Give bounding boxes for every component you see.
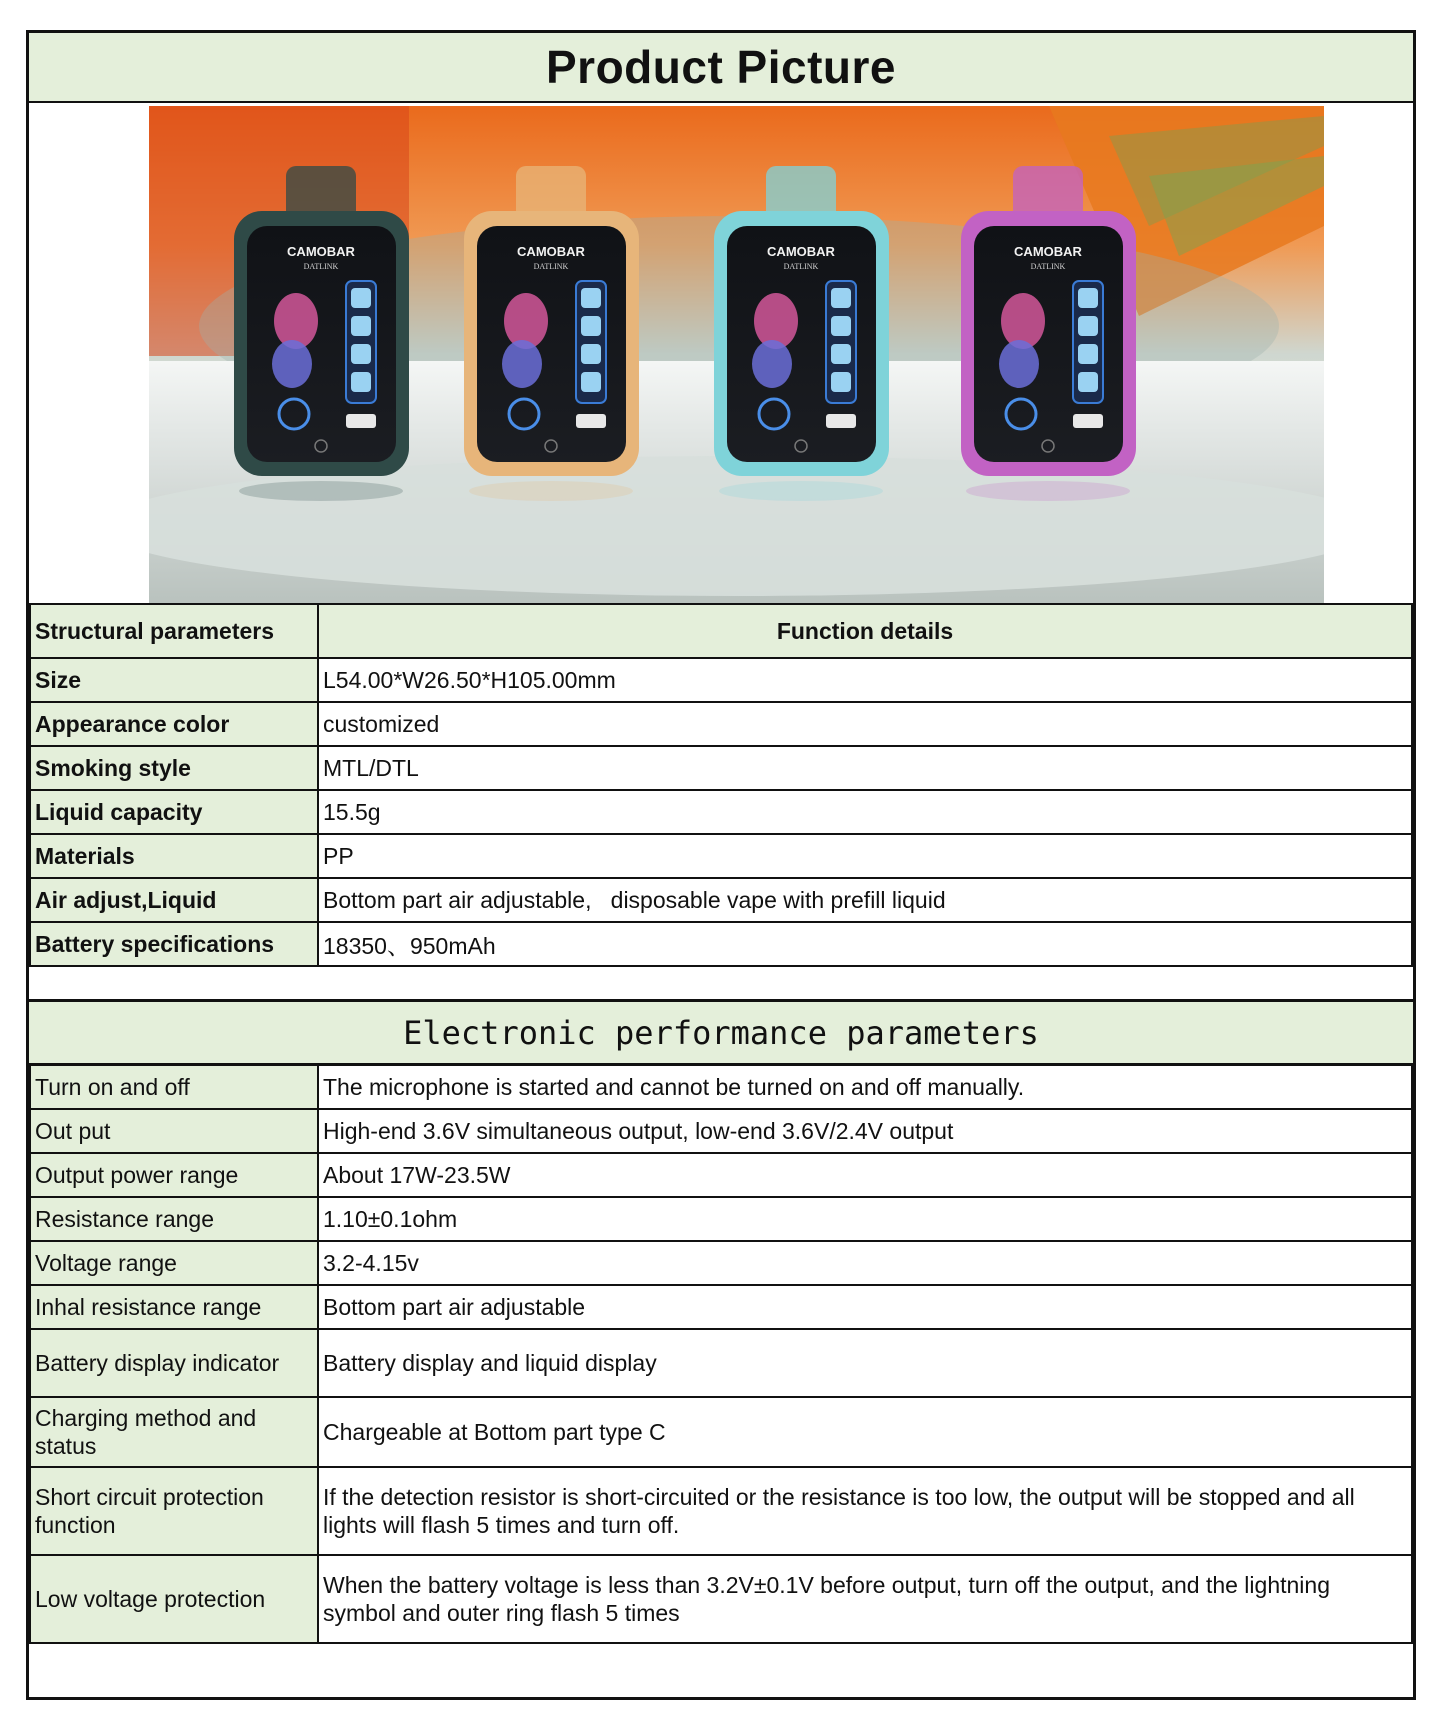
structural-parameters-table [29,603,1413,967]
brand-logo-text: CAMOBAR [1014,244,1082,259]
electronic-label: Turn on and off [30,1065,318,1109]
electronic-label: Output power range [30,1153,318,1197]
battery-liquid-icon [826,414,856,428]
electronic-row [30,1467,1412,1555]
electronic-label: Voltage range [30,1241,318,1285]
electronic-label: Inhal resistance range [30,1285,318,1329]
ice-cube-icon [581,288,601,308]
electronic-row [30,1241,1412,1285]
ice-cube-icon [831,288,851,308]
structural-row [30,790,1412,834]
ice-cube-icon [831,344,851,364]
model-logo-text: DATLINK [533,262,569,271]
structural-value: 15.5g [318,790,1412,834]
structural-value: 18350、950mAh [318,922,1412,966]
structural-row [30,878,1412,922]
structural-label: Battery specifications [30,922,318,966]
product-photo [149,106,1324,603]
device-reflection [966,481,1130,501]
battery-liquid-icon [346,414,376,428]
spec-sheet [26,30,1416,1700]
electronic-row [30,1109,1412,1153]
structural-value: Bottom part air adjustable, disposable vape with prefill liquid [318,878,1412,922]
device-reflection [469,481,633,501]
electronic-value: Battery display and liquid display [318,1329,1412,1397]
vape-device [464,166,639,501]
vape-device [234,166,409,501]
flower-graphic [752,340,792,388]
ice-cube-icon [351,372,371,392]
structural-label: Air adjust,Liquid [30,878,318,922]
electronic-title-text: Electronic performance parameters [403,1013,1039,1052]
electronic-label: Short circuit protection function [30,1467,318,1555]
structural-row [30,658,1412,702]
electronic-label: Battery display indicator [30,1329,318,1397]
ice-cube-icon [351,316,371,336]
ice-cube-icon [351,344,371,364]
electronic-label: Charging method and status [30,1397,318,1467]
electronic-label: Out put [30,1109,318,1153]
ice-cube-icon [831,316,851,336]
electronic-row [30,1197,1412,1241]
product-photo-area [29,103,1413,603]
electronic-row [30,1285,1412,1329]
flower-graphic [502,340,542,388]
model-logo-text: DATLINK [303,262,339,271]
electronic-value: About 17W-23.5W [318,1153,1412,1197]
electronic-value: 1.10±0.1ohm [318,1197,1412,1241]
structural-label: Smoking style [30,746,318,790]
electronic-value: If the detection resistor is short-circuited or the resistance is too low, the output will be stopped and all lights will flash 5 times and turn off. [318,1467,1412,1555]
electronic-value: When the battery voltage is less than 3.2V±0.1V before output, turn off the output, and the lightning symbol and outer ring flash 5 times [318,1555,1412,1643]
electronic-row [30,1555,1412,1643]
electronic-row [30,1329,1412,1397]
ice-cube-icon [581,316,601,336]
flower-graphic [999,340,1039,388]
flower-graphic [272,340,312,388]
structural-value: PP [318,834,1412,878]
structural-label: Liquid capacity [30,790,318,834]
device-reflection [719,481,883,501]
ice-cube-icon [581,372,601,392]
electronic-row [30,1065,1412,1109]
model-logo-text: DATLINK [1030,262,1066,271]
electronic-label: Resistance range [30,1197,318,1241]
electronic-value: 3.2-4.15v [318,1241,1412,1285]
structural-value: customized [318,702,1412,746]
brand-logo-text: CAMOBAR [767,244,835,259]
electronic-row [30,1153,1412,1197]
electronic-label: Low voltage protection [30,1555,318,1643]
model-logo-text: DATLINK [783,262,819,271]
structural-row [30,702,1412,746]
brand-logo-text: CAMOBAR [517,244,585,259]
structural-label: Materials [30,834,318,878]
structural-row [30,746,1412,790]
structural-header-left: Structural parameters [30,604,318,658]
electronic-value: Bottom part air adjustable [318,1285,1412,1329]
ice-cube-icon [1078,316,1098,336]
structural-header-right: Function details [318,604,1412,658]
electronic-section-title [29,999,1413,1065]
ice-cube-icon [351,288,371,308]
electronic-value: The microphone is started and cannot be turned on and off manually. [318,1065,1412,1109]
ice-cube-icon [1078,372,1098,392]
structural-row [30,834,1412,878]
electronic-row [30,1397,1412,1467]
ice-cube-icon [831,372,851,392]
structural-label: Size [30,658,318,702]
structural-row [30,922,1412,966]
vape-device [714,166,889,501]
electronic-parameters-table [29,1064,1413,1644]
ice-cube-icon [1078,344,1098,364]
structural-value: MTL/DTL [318,746,1412,790]
battery-liquid-icon [1073,414,1103,428]
brand-logo-text: CAMOBAR [287,244,355,259]
electronic-value: Chargeable at Bottom part type C [318,1397,1412,1467]
vape-device [961,166,1136,501]
structural-header-row [30,604,1412,658]
electronic-value: High-end 3.6V simultaneous output, low-end 3.6V/2.4V output [318,1109,1412,1153]
structural-label: Appearance color [30,702,318,746]
title-bar [29,33,1413,103]
battery-liquid-icon [576,414,606,428]
device-reflection [239,481,403,501]
structural-value: L54.00*W26.50*H105.00mm [318,658,1412,702]
ice-cube-icon [1078,288,1098,308]
page-title: Product Picture [545,41,896,93]
ice-cube-icon [581,344,601,364]
